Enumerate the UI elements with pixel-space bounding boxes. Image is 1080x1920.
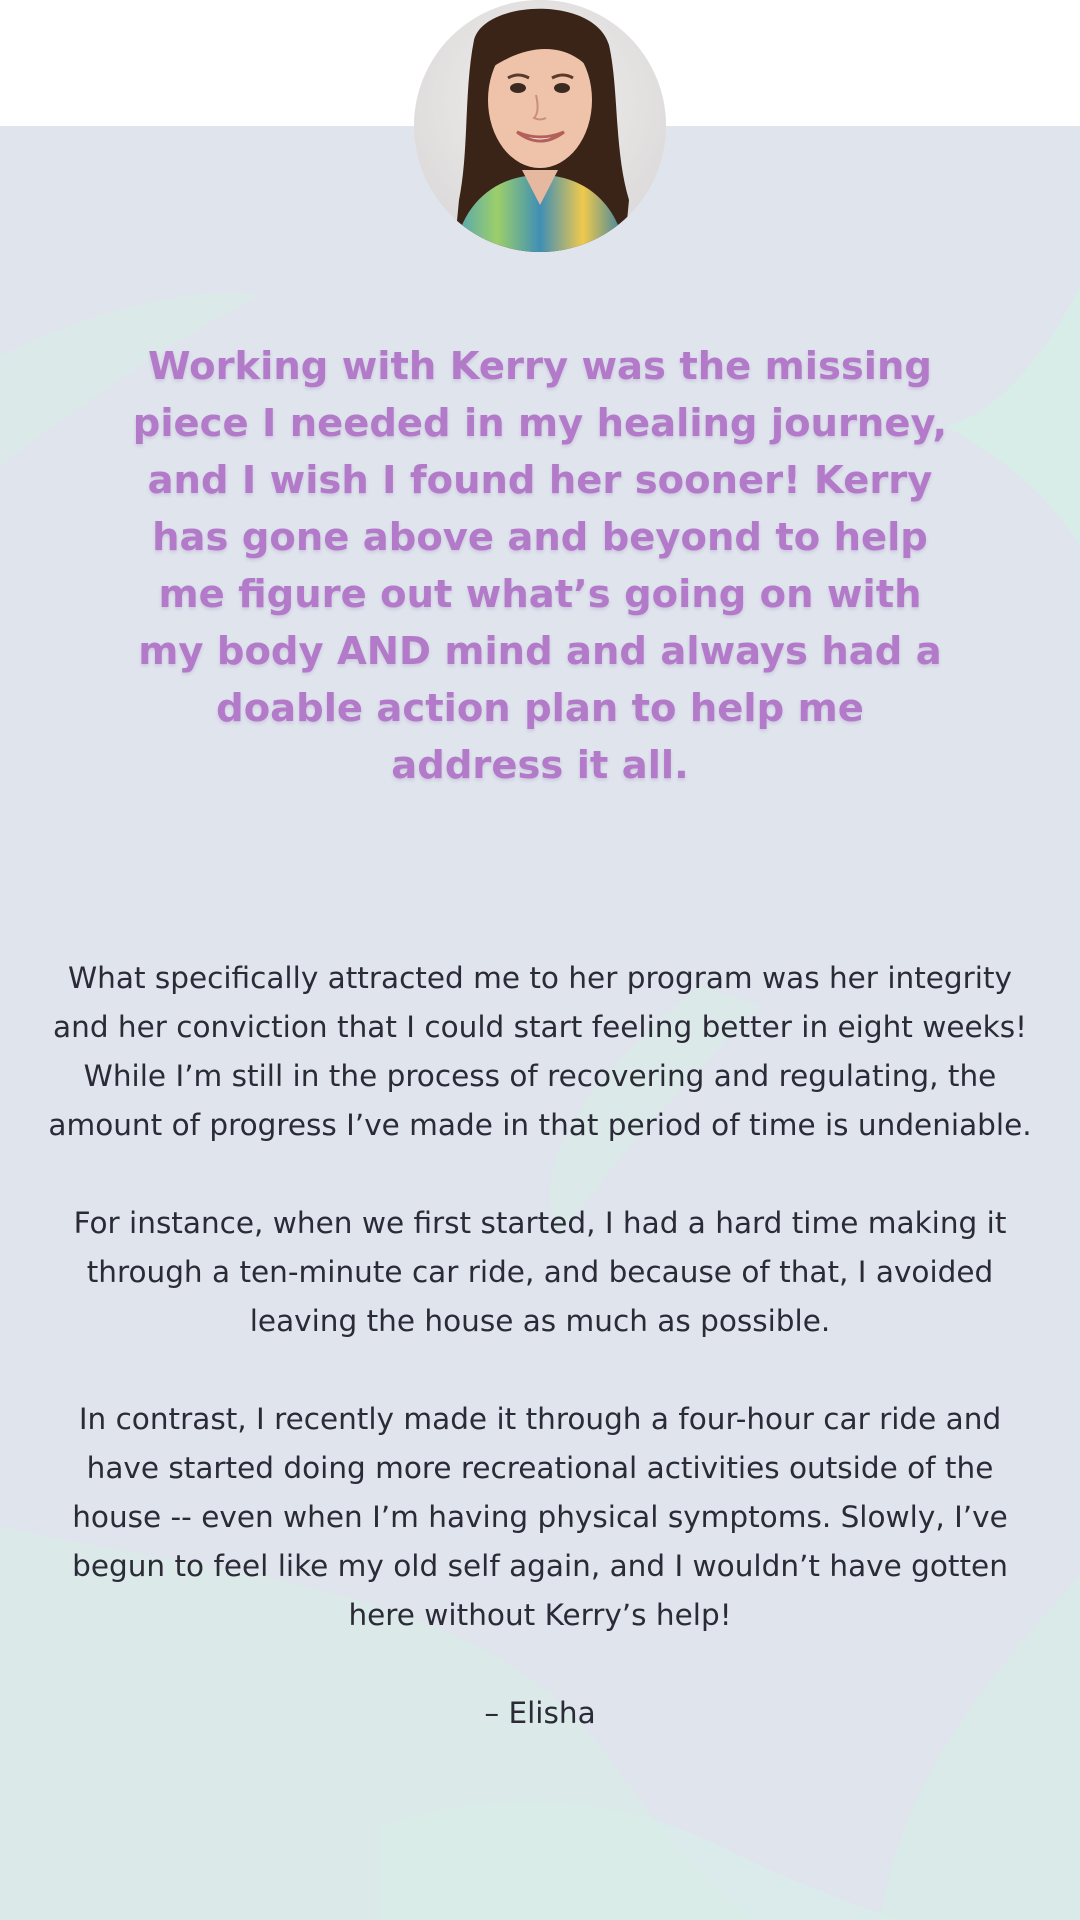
testimonial-paragraph: In contrast, I recently made it through a four-hour car ride and have started doing more recreational activities outside of the house -- even when I’m having physical symptoms. Slowly, I’ve begun to feel like my old self again, and I wouldn’t have gotten here without Kerry’s help! [72, 1402, 1008, 1632]
testimonial-signature: – Elisha [484, 1696, 596, 1730]
testimonial-paragraph: For instance, when we first started, I had a hard time making it through a ten-minute car ride, and because of that, I avoided leaving the house as much as possible. [73, 1206, 1007, 1338]
testimonial-paragraph: What specifically attracted me to her program was her integrity and her conviction that I could start feeling better in eight weeks! While I’m still in the process of recovering and regulating, the amount of progress I’ve made in that period of time is undeniable. [48, 961, 1032, 1142]
portrait-image [414, 0, 666, 252]
testimonial-headline: Working with Kerry was the missing piece I needed in my healing journey, and I wish I found her sooner! Kerry has gone above and beyond to help me figure out what’s going on with my body AND mind and always had a doable action plan to help me address it all. [132, 344, 948, 788]
testimonial-body [40, 954, 1040, 1738]
avatar [414, 0, 666, 252]
